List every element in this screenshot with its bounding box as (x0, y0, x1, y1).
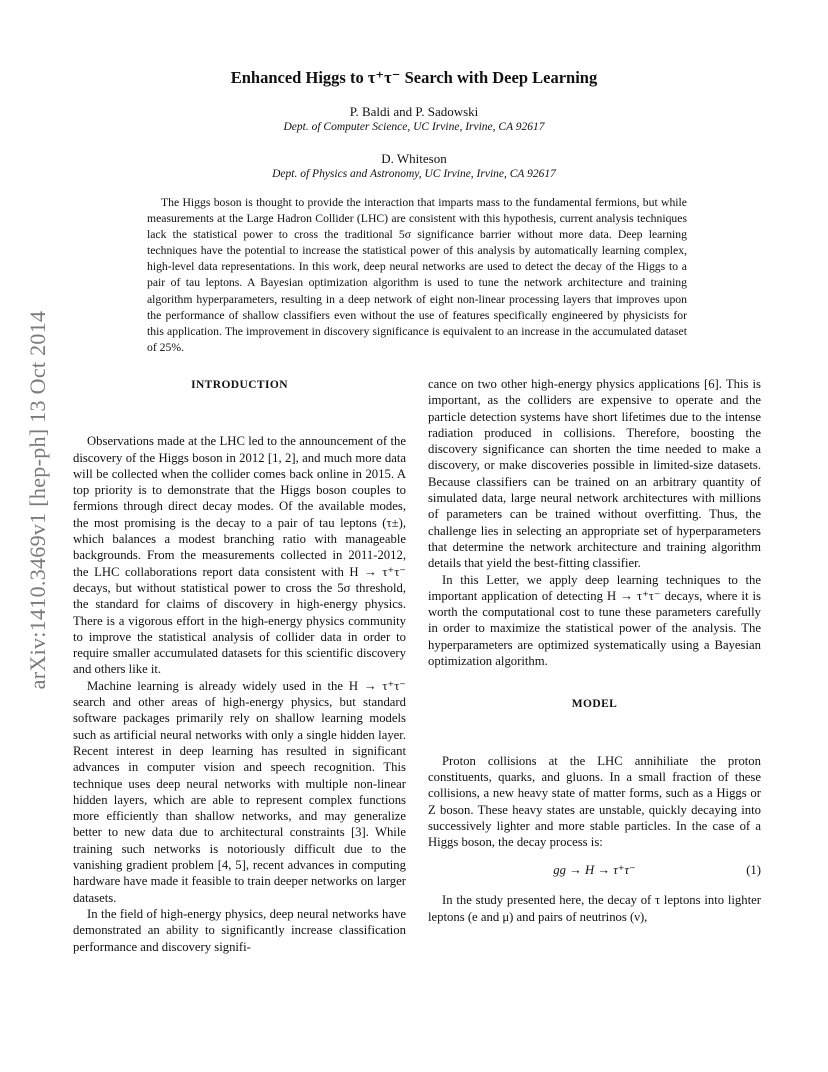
abstract: The Higgs boson is thought to provide the interaction that imparts mass to the fundamental fermions, but while measurements at the Large Hadron Collider (LHC) are consistent with this hypothesis, current analysis techniques lack the statistical power to cross the traditional 5σ significance barrier without more data. Deep learning techniques have the potential to increase the statistical power of this analysis by automatically learning complex, high-level data representations. In this work, deep neural networks are used to detect the decay of the Higgs to a pair of tau leptons. A Bayesian optimization algorithm is used to tune the network architecture and training algorithm hyperparameters, resulting in a deep network of eight non-linear processing layers that improves upon the performance of shallow classifiers even without the use of features specifically engineered by physicists for this application. The improvement in discovery significance is equivalent to an increase in the accumulated dataset of 25%. (147, 196, 687, 354)
affiliation-secondary: Dept. of Physics and Astronomy, UC Irvine, Irvine, CA 92617 (272, 168, 556, 180)
paper-title: Enhanced Higgs to τ⁺τ⁻ Search with Deep Learning (230, 68, 598, 87)
equation-1 (428, 862, 761, 882)
intro-paragraph-2: Machine learning is already widely used in the H → τ⁺τ⁻ search and other areas of high-energy physics, but standard software packages primarily rely on shallow learning models such as artificial neural networks with only a single hidden layer. Recent interest in deep learning has resulted in significant advances in computer vision and speech recognition. This technique uses deep neural networks with multiple non-linear hidden layers, which are able to represent complex functions more efficiently than shallow networks, and may generalize better to new data due to architectural constraints [3]. While training such networks is notoriously difficult due to the vanishing gradient problem [4, 5], recent advances in computing hardware have made it feasible to train deeper networks on larger datasets. (73, 678, 406, 905)
section-heading-model: MODEL (571, 698, 618, 711)
arxiv-identifier-sidebar (18, 290, 58, 710)
intro-paragraph-1: Observations made at the LHC led to the announcement of the discovery of the Higgs boson in 2012 [1, 2], and much more data will be collected when the collider comes back online in 2015. A top priority is to demonstrate that the Higgs boson couples to fermions through direct decay modes. Of the available modes, the most promising is the decay to a pair of tau leptons (τ±), which balances a modest branching ratio with manageable backgrounds. From the measurements collected in 2011-2012, the LHC collaborations report data consistent with H → τ⁺τ⁻ decays, but without statistical power to cross the 5σ threshold, the standard for claims of discovery in high-energy physics. There is a vigorous effort in the high-energy physics community to improve the statistical analysis of collider data in order to require smaller accumulated datasets for this scientific discovery and others like it. (73, 434, 406, 677)
authors-secondary: D. Whiteson (381, 151, 447, 166)
equation-body: gg → H → τ⁺τ⁻ (553, 863, 636, 878)
intro-paragraph-4: In this Letter, we apply deep learning techniques to the important application of detecting H → τ⁺τ⁻ decays, where it is worth the computational cost to tune these parameters carefully in order to maximize the statistical power of the analysis. The hyperparameters are optimized systematically using a Bayesian optimization algorithm. (428, 572, 761, 669)
authors-primary: P. Baldi and P. Sadowski (349, 104, 479, 119)
section-heading-introduction: INTRODUCTION (191, 379, 288, 391)
model-paragraph-1: Proton collisions at the LHC annihiliate the proton constituents, quarks, and gluons. In a small fraction of these collisions, a new heavy state of matter forms, such as a Higgs or Z boson. These heavy states are unstable, quickly decaying into successively lighter and more stable particles. In the case of a Higgs boson, the decay process is: (428, 753, 761, 850)
left-column (73, 376, 406, 955)
arxiv-identifier-text: arXiv:1410.3469v1 [hep-ph] 13 Oct 2014 (25, 310, 50, 690)
model-paragraph-2: In the study presented here, the decay of τ leptons into lighter leptons (e and μ) and pairs of neutrinos (ν), (428, 893, 761, 924)
intro-paragraph-3-continued: cance on two other high-energy physics applications [6]. This is important, as the colliders are expensive to operate and the particle detection systems have short lifetimes due to the intense radiation produced in collisions. Therefore, boosting the discovery significance can shorten the time needed to make a discovery, or make discoveries possible in limited-size datasets. Because classifiers can be trained on an arbitrary quantity of simulated data, large neural network architectures with millions of parameters can be trained without overfitting. Thus, the challenge lies in selecting an appropriate set of hyperparameters that determine the network architecture and training algorithm details that yield the best-fitting classifier. (428, 377, 761, 571)
affiliation-primary: Dept. of Computer Science, UC Irvine, Irvine, CA 92617 (283, 121, 545, 133)
equation-number: (1) (746, 863, 761, 878)
intro-paragraph-3: In the field of high-energy physics, deep neural networks have demonstrated an ability to significantly increase classification performance and discovery signifi- (73, 906, 406, 954)
right-column (428, 376, 761, 925)
